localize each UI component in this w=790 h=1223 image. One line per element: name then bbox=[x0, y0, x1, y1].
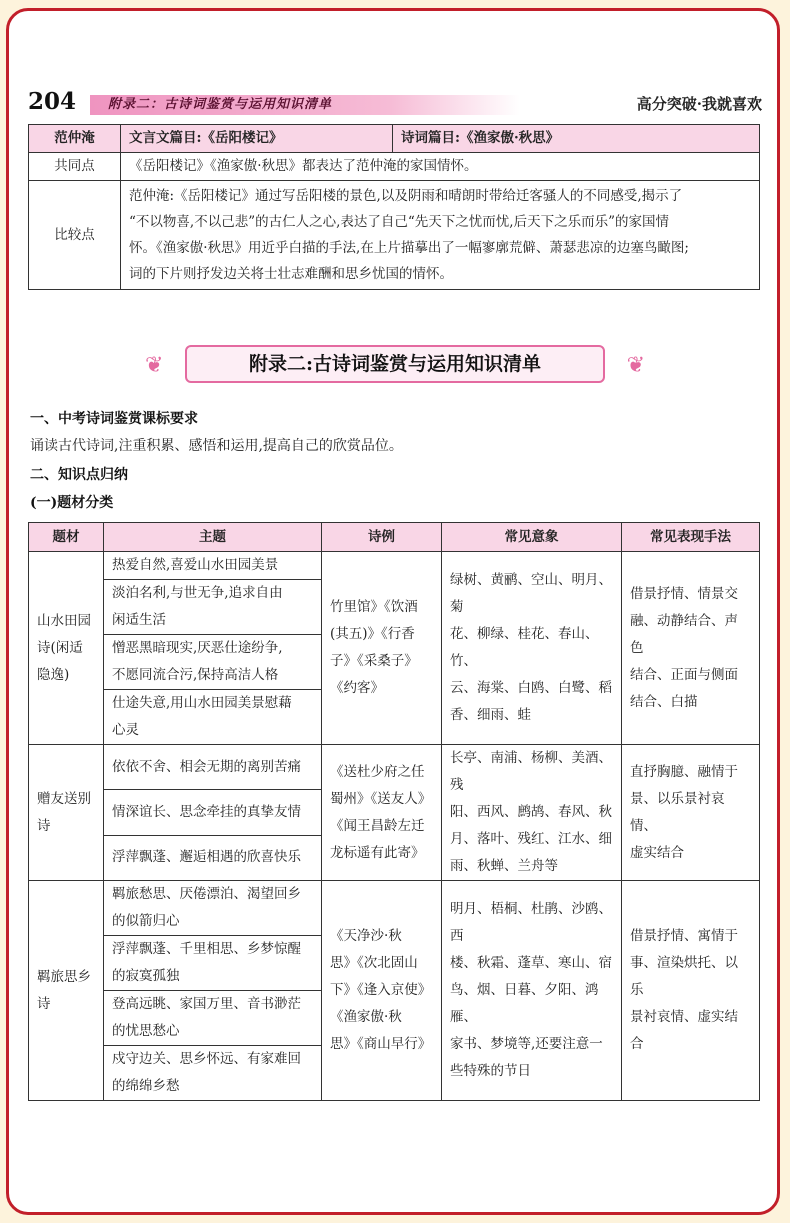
section-1-text: 诵读古代诗词,注重积累、感悟和运用,提高自己的欣赏品位。 bbox=[30, 438, 403, 454]
text-line: 合 bbox=[630, 1036, 644, 1052]
text-line: 憎恶黑暗现实,厌恶仕途纷争, bbox=[112, 640, 283, 656]
category-cell bbox=[29, 552, 104, 745]
technique-cell bbox=[622, 745, 760, 881]
text-line: 思》《商山早行》 bbox=[330, 1036, 432, 1052]
section-1-heading: 一、中考诗词鉴赏课标要求 bbox=[30, 411, 198, 427]
text-line: 阳、西风、鹧鸪、春风、秋 bbox=[450, 804, 612, 820]
text-line: 结合、白描 bbox=[630, 693, 698, 710]
table1-row-content bbox=[121, 181, 760, 290]
text-line: 的绵绵乡愁 bbox=[112, 1078, 180, 1094]
text-line: 借景抒情、情景交 bbox=[630, 585, 738, 602]
text-line: 楼、秋霜、蓬草、寒山、宿 bbox=[450, 955, 612, 971]
table1-row-label: 共同点 bbox=[29, 153, 121, 181]
text-line: 山水田园 bbox=[37, 612, 91, 629]
theme-cell bbox=[104, 580, 322, 635]
theme-cell bbox=[104, 690, 322, 745]
text-line: 不愿同流合污,保持高洁人格 bbox=[112, 667, 279, 683]
theme-classification-table bbox=[28, 522, 760, 1101]
table1-row-label: 比较点 bbox=[29, 181, 121, 290]
text-line: 怀。《渔家傲·秋思》用近乎白描的手法,在上片描摹出了一幅寥廓荒僻、萧瑟悲凉的边塞鸟瞰图; bbox=[129, 240, 689, 256]
table1-row-content: 《岳阳楼记》《渔家傲·秋思》都表达了范仲淹的家国情怀。 bbox=[121, 153, 760, 181]
section-title-box bbox=[185, 345, 605, 383]
examples-cell bbox=[322, 881, 442, 1101]
text-line: 淡泊名利,与世无争,追求自由 bbox=[112, 585, 283, 601]
theme-cell bbox=[104, 552, 322, 580]
text-line: 赠友送别 bbox=[37, 790, 91, 807]
text-line: 的寂寞孤独 bbox=[112, 968, 180, 984]
table1-head-poem: 诗词篇目:《渔家傲·秋思》 bbox=[393, 125, 760, 153]
text-line: 花、柳绿、桂花、春山、竹、 bbox=[450, 626, 599, 669]
examples-cell bbox=[322, 745, 442, 881]
text-line: 蜀州》《送友人》 bbox=[330, 790, 432, 807]
theme-cell bbox=[104, 881, 322, 936]
text-line: 诗(闲适 bbox=[37, 639, 83, 656]
text-line: 景、以乐景衬哀情、 bbox=[630, 790, 725, 834]
page-number: 204 bbox=[28, 88, 77, 115]
text-line: 的似箭归心 bbox=[112, 913, 180, 929]
text-line: 借景抒情、寓情于 bbox=[630, 928, 738, 944]
text-line: 虚实结合 bbox=[630, 844, 684, 861]
ornament-left-icon: ❦ bbox=[145, 353, 164, 378]
text-line: 《闻王昌龄左迁 bbox=[330, 817, 425, 834]
theme-cell bbox=[104, 635, 322, 690]
text-line: 情深谊长、思念牵挂的真挚友情 bbox=[112, 803, 301, 820]
text-line: 绿树、黄鹂、空山、明月、菊 bbox=[450, 572, 612, 615]
header-slogan: 高分突破·我就喜欢 bbox=[636, 95, 762, 113]
section-title-banner bbox=[145, 343, 645, 389]
text-line: 月、落叶、残红、江水、细 bbox=[450, 831, 612, 847]
text-line: 鸟、烟、日暮、夕阳、鸿雁、 bbox=[450, 982, 599, 1025]
col-header: 常见表现手法 bbox=[622, 523, 760, 552]
text-line: 的忧思愁心 bbox=[112, 1023, 180, 1039]
text-line: 词的下片则抒发边关将士壮志难酬和思乡忧国的情怀。 bbox=[129, 266, 453, 282]
text-line: 事、渲染烘托、以乐 bbox=[630, 955, 738, 998]
text-line: 依依不舍、相会无期的离别苦痛 bbox=[112, 758, 301, 775]
text-line: 香、细雨、蛙 bbox=[450, 707, 531, 723]
text-line: 诗 bbox=[37, 817, 51, 834]
category-cell bbox=[29, 745, 104, 881]
text-line: 景衬哀情、虚实结 bbox=[630, 1009, 738, 1025]
imagery-cell bbox=[442, 745, 622, 881]
section-title: 附录二:古诗词鉴赏与运用知识清单 bbox=[248, 353, 541, 375]
text-line: 《约客》 bbox=[330, 680, 384, 696]
theme-cell bbox=[104, 745, 322, 790]
text-line: 《送杜少府之任 bbox=[330, 763, 425, 780]
text-line: 思》《次北固山 bbox=[330, 955, 418, 971]
col-header: 题材 bbox=[29, 523, 104, 552]
text-line: 云、海棠、白鸥、白鹭、稻 bbox=[450, 680, 612, 696]
text-line: 羁旅思乡 bbox=[37, 968, 91, 985]
examples-cell bbox=[322, 552, 442, 745]
text-line: 闲适生活 bbox=[112, 612, 166, 628]
imagery-cell bbox=[442, 881, 622, 1101]
text-line: 心灵 bbox=[112, 722, 139, 738]
ribbon-text: 附录二：古诗词鉴赏与运用知识清单 bbox=[108, 97, 333, 112]
text-line: 《渔家傲·秋 bbox=[330, 1009, 402, 1025]
text-line: 《天净沙·秋 bbox=[330, 928, 402, 944]
theme-cell bbox=[104, 790, 322, 835]
text-line: 下》《逢入京使》 bbox=[330, 982, 432, 998]
text-line: 直抒胸臆、融情于 bbox=[630, 763, 738, 780]
text-line: (其五)》《行香 bbox=[330, 626, 415, 642]
text-line: 诗 bbox=[37, 995, 51, 1012]
text-line: 羁旅愁思、厌倦漂泊、渴望回乡 bbox=[112, 886, 301, 902]
text-line: 融、动静结合、声色 bbox=[630, 612, 738, 656]
header-ribbon bbox=[90, 95, 520, 115]
category-cell bbox=[29, 881, 104, 1101]
section-2-heading: 二、知识点归纳 bbox=[30, 467, 128, 483]
imagery-cell bbox=[442, 552, 622, 745]
text-line: 范仲淹:《岳阳楼记》通过写岳阳楼的景色,以及阴雨和晴朗时带给迁客骚人的不同感受,揭示了 bbox=[129, 188, 683, 204]
section-2-subheading: (一)题材分类 bbox=[30, 495, 114, 511]
text-line: 热爱自然,喜爱山水田园美景 bbox=[112, 557, 279, 573]
col-header: 主题 bbox=[104, 523, 322, 552]
technique-cell bbox=[622, 881, 760, 1101]
text-line: 浮萍飘蓬、千里相思、乡梦惊醒 bbox=[112, 941, 301, 957]
theme-cell bbox=[104, 936, 322, 991]
col-header: 常见意象 bbox=[442, 523, 622, 552]
text-line: 长亭、南浦、杨柳、美酒、残 bbox=[450, 750, 612, 793]
text-line: 浮萍飘蓬、邂逅相遇的欣喜快乐 bbox=[112, 849, 301, 866]
text-line: 雨、秋蝉、兰舟等 bbox=[450, 858, 558, 874]
theme-cell bbox=[104, 991, 322, 1046]
page-header bbox=[28, 88, 762, 120]
text-line: 竹里馆》《饮酒 bbox=[330, 599, 418, 615]
text-line: 些特殊的节日 bbox=[450, 1063, 531, 1079]
fanzhongyan-table bbox=[28, 124, 760, 290]
text-line: 戍守边关、思乡怀远、有家难回 bbox=[112, 1051, 301, 1067]
text-line: 隐逸) bbox=[37, 666, 70, 683]
text-line: 龙标遥有此寄》 bbox=[330, 844, 425, 861]
text-line: 家书、梦境等,还要注意一 bbox=[450, 1036, 603, 1052]
table1-head-author: 范仲淹 bbox=[29, 125, 121, 153]
ornament-right-icon: ❦ bbox=[626, 353, 645, 378]
table1-head-prose: 文言文篇目:《岳阳楼记》 bbox=[121, 125, 393, 153]
text-line: 仕途失意,用山水田园美景慰藉 bbox=[112, 695, 292, 711]
theme-cell bbox=[104, 1046, 322, 1101]
text-line: 结合、正面与侧面 bbox=[630, 666, 738, 683]
text-line: 明月、梧桐、杜鹃、沙鸥、西 bbox=[450, 901, 612, 944]
text-line: 子》《采桑子》 bbox=[330, 653, 418, 669]
col-header: 诗例 bbox=[322, 523, 442, 552]
theme-cell bbox=[104, 835, 322, 880]
text-line: “不以物喜,不以己悲”的古仁人之心,表达了自己“先天下之忧而忧,后天下之乐而乐”的家国情 bbox=[129, 214, 669, 230]
technique-cell bbox=[622, 552, 760, 745]
text-line: 登高远眺、家国万里、音书渺茫 bbox=[112, 996, 301, 1012]
